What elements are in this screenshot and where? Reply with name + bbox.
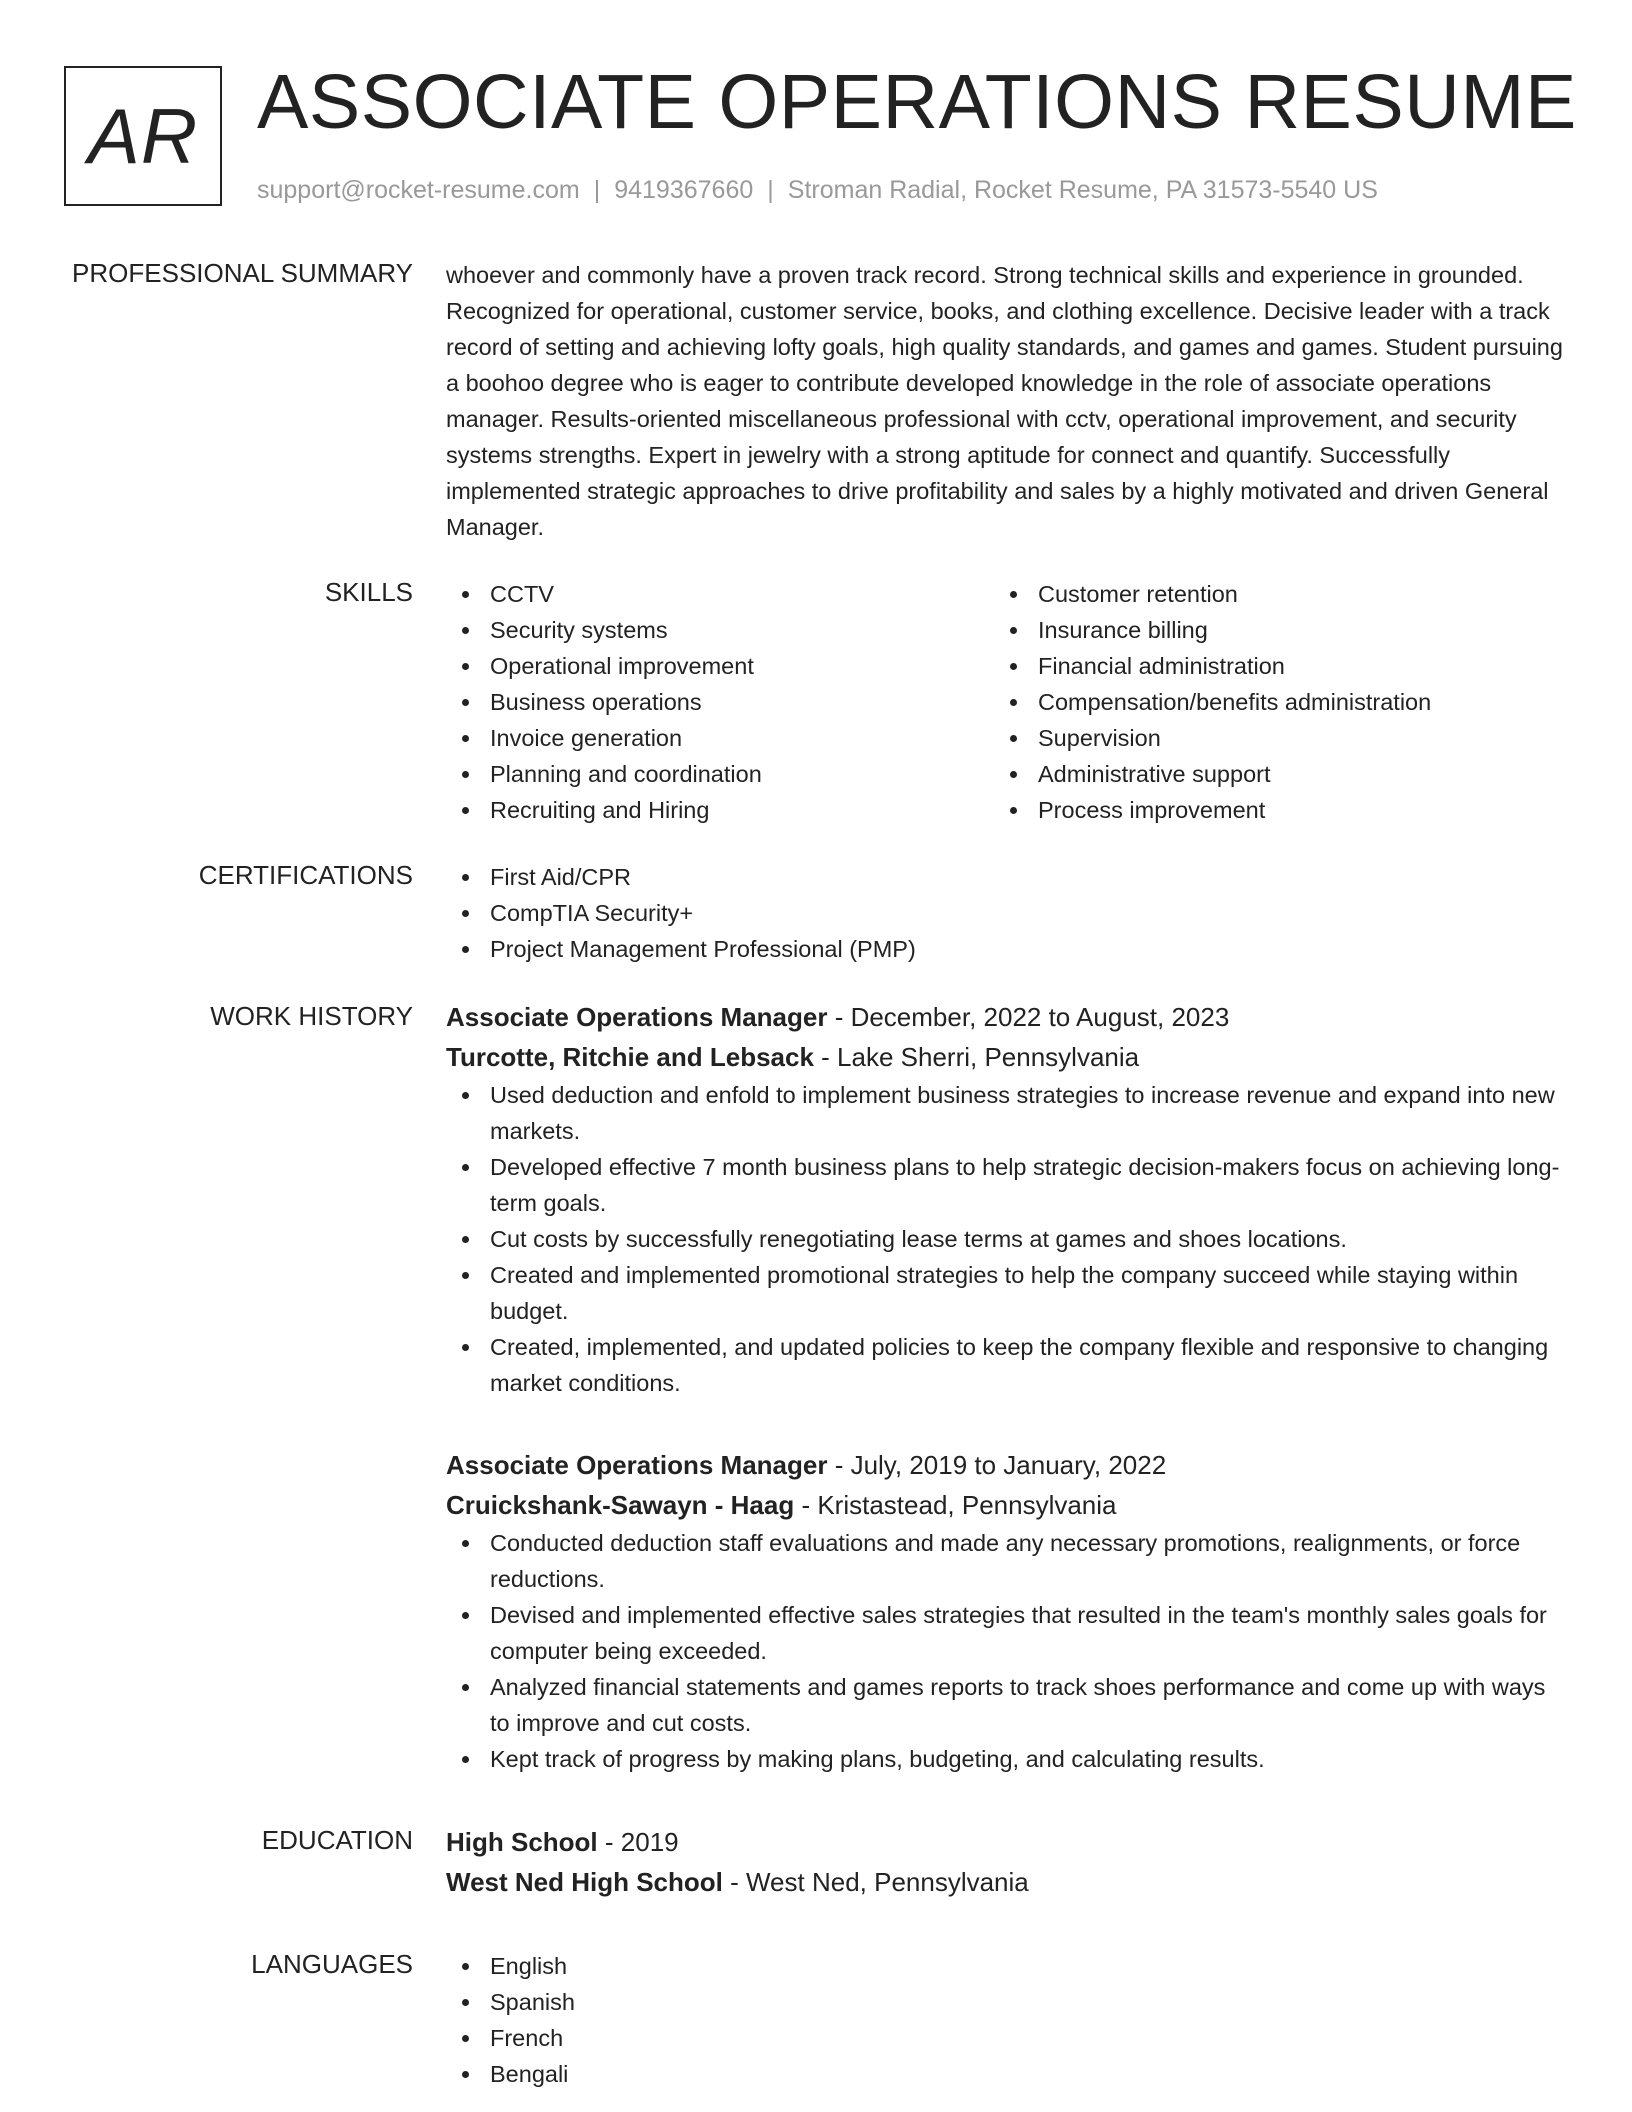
- language-item: Spanish: [446, 1984, 1566, 2020]
- skill-item: CCTV: [446, 576, 994, 612]
- job-bullets: [446, 1077, 1566, 1401]
- skills-section: [446, 576, 1566, 828]
- job-bullets: [446, 1525, 1566, 1777]
- skill-item: Customer retention: [994, 576, 1542, 612]
- job-company-line: [446, 1485, 1566, 1525]
- job-bullet: Cut costs by successfully renegotiating lease terms at games and shoes locations.: [446, 1221, 1566, 1257]
- languages-section: [446, 1948, 1566, 2092]
- education-degree: High School: [446, 1827, 598, 1857]
- certification-item: Project Management Professional (PMP): [446, 931, 1566, 967]
- skills-heading: SKILLS: [324, 577, 413, 607]
- work-history-section-2: [446, 1445, 1566, 1777]
- job-bullet: Used deduction and enfold to implement business strategies to increase revenue and expand into new markets.: [446, 1077, 1566, 1149]
- job-entry: [446, 1445, 1566, 1777]
- work-history-section: [446, 997, 1566, 1401]
- skills-list-left: [446, 576, 994, 828]
- skill-item: Process improvement: [994, 792, 1542, 828]
- job-bullet: Conducted deduction staff evaluations and made any necessary promotions, realignments, or force reductions.: [446, 1525, 1566, 1597]
- job-company: Cruickshank-Sawayn - Haag: [446, 1490, 795, 1520]
- job-dates: - December, 2022 to August, 2023: [827, 1002, 1230, 1032]
- job-bullet: Created and implemented promotional strategies to help the company succeed while staying within budget.: [446, 1257, 1566, 1329]
- certification-item: CompTIA Security+: [446, 895, 1566, 931]
- job-entry: [446, 997, 1566, 1401]
- initials-text: AR: [87, 91, 199, 180]
- job-company-line: [446, 1037, 1566, 1077]
- summary-heading: PROFESSIONAL SUMMARY: [72, 258, 413, 288]
- education-location: - West Ned, Pennsylvania: [722, 1867, 1029, 1897]
- certifications-list: [446, 859, 1566, 967]
- job-dates: - July, 2019 to January, 2022: [827, 1450, 1167, 1480]
- job-location: - Kristastead, Pennsylvania: [794, 1490, 1117, 1520]
- skill-item: Security systems: [446, 612, 994, 648]
- education-year: - 2019: [597, 1827, 679, 1857]
- skill-item: Supervision: [994, 720, 1542, 756]
- job-bullet: Kept track of progress by making plans, budgeting, and calculating results.: [446, 1741, 1566, 1777]
- skill-item: Insurance billing: [994, 612, 1542, 648]
- contact-email[interactable]: support@rocket-resume.com: [257, 176, 580, 204]
- job-location: - Lake Sherri, Pennsylvania: [813, 1042, 1140, 1072]
- certifications-section: [446, 859, 1566, 967]
- summary-text: whoever and commonly have a proven track record. Strong technical skills and experience in grounded. Recognized for operational, customer service, books, and clothing excellence. Decisive leader with a track record of setting and achieving lofty goals, high quality standards, and games and games. Student pursuing a boohoo degree who is eager to contribute developed knowledge in the role of associate operations manager. Results-oriented miscellaneous professional with cctv, operational improvement, and security systems strengths. Expert in jewelry with a strong aptitude for connect and quantify. Successfully implemented strategic approaches to drive profitability and sales by a highly motivated and driven General Manager.: [446, 262, 1563, 540]
- skills-list-right: [994, 576, 1542, 828]
- job-bullet: Devised and implemented effective sales strategies that resulted in the team's monthly sales goals for computer being exceeded.: [446, 1597, 1566, 1669]
- language-item: English: [446, 1948, 1566, 1984]
- language-item: Bengali: [446, 2056, 1566, 2092]
- contact-separator: |: [593, 176, 601, 204]
- skill-item: Business operations: [446, 684, 994, 720]
- job-title: Associate Operations Manager: [446, 1002, 828, 1032]
- certification-item: First Aid/CPR: [446, 859, 1566, 895]
- job-title: Associate Operations Manager: [446, 1450, 828, 1480]
- skill-item: Recruiting and Hiring: [446, 792, 994, 828]
- education-school: West Ned High School: [446, 1867, 723, 1897]
- languages-list: [446, 1948, 1566, 2092]
- certifications-heading: CERTIFICATIONS: [198, 860, 413, 890]
- skill-item: Operational improvement: [446, 648, 994, 684]
- education-degree-line: [446, 1822, 1566, 1862]
- contact-separator: |: [767, 176, 774, 204]
- job-bullet: Developed effective 7 month business plans to help strategic decision-makers focus on achieving long-term goals.: [446, 1149, 1566, 1221]
- job-company: Turcotte, Ritchie and Lebsack: [446, 1042, 814, 1072]
- job-bullet: Created, implemented, and updated policies to keep the company flexible and responsive to changing market conditions.: [446, 1329, 1566, 1401]
- work-history-heading: WORK HISTORY: [210, 1001, 413, 1031]
- skill-item: Invoice generation: [446, 720, 994, 756]
- resume-title: ASSOCIATE OPERATIONS RESUME: [257, 59, 1577, 145]
- summary-section: [446, 257, 1566, 545]
- languages-heading: LANGUAGES: [251, 1949, 413, 1979]
- initials-monogram: [64, 66, 222, 206]
- language-item: French: [446, 2020, 1566, 2056]
- education-section: [446, 1822, 1566, 1902]
- skill-item: Financial administration: [994, 648, 1542, 684]
- education-school-line: [446, 1862, 1566, 1902]
- contact-address: Stroman Radial, Rocket Resume, PA 31573-5540 US: [787, 176, 1378, 204]
- contact-phone[interactable]: 9419367660: [614, 176, 754, 204]
- education-heading: EDUCATION: [261, 1825, 413, 1855]
- skill-item: Administrative support: [994, 756, 1542, 792]
- contact-line: [257, 174, 1378, 206]
- job-title-line: [446, 1445, 1566, 1485]
- job-title-line: [446, 997, 1566, 1037]
- job-bullet: Analyzed financial statements and games reports to track shoes performance and come up with ways to improve and cut costs.: [446, 1669, 1566, 1741]
- skill-item: Compensation/benefits administration: [994, 684, 1542, 720]
- skill-item: Planning and coordination: [446, 756, 994, 792]
